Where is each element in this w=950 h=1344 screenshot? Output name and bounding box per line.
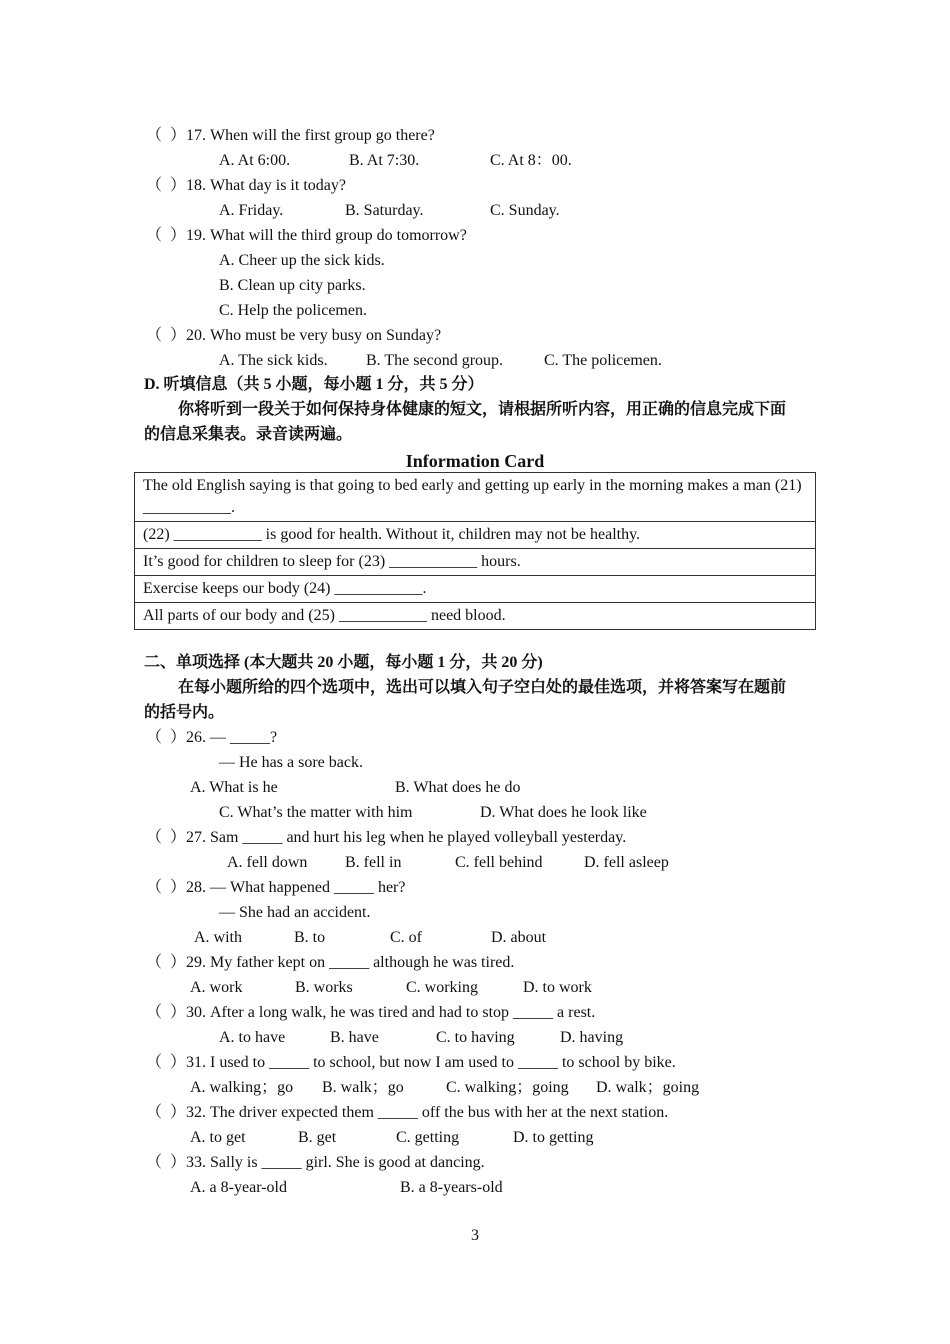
option-32-a: A. to get xyxy=(190,1129,246,1146)
card-title: Information Card xyxy=(405,451,545,471)
option-29-c: C. working xyxy=(406,979,478,996)
option-28-c: C. of xyxy=(390,929,422,946)
option-30-c: C. to having xyxy=(436,1029,515,1046)
question-31: （ ）31. I used to _____ to school, but now I am used to _____ to school by bike. xyxy=(146,1054,676,1071)
section-d-instruction-1: 你将听到一段关于如何保持身体健康的短文，请根据所听内容，用正确的信息完成下面 xyxy=(178,401,787,418)
section-2-instruction-2: 的括号内。 xyxy=(144,704,225,721)
option-17-b: B. At 7:30. xyxy=(349,152,420,169)
question-32: （ ）32. The driver expected them _____ off the bus with her at the next station. xyxy=(146,1104,669,1121)
option-18-b: B. Saturday. xyxy=(345,202,424,219)
option-19-a: A. Cheer up the sick kids. xyxy=(219,252,385,269)
section-d-instruction-2: 的信息采集表。录音读两遍。 xyxy=(144,426,353,443)
option-31-b: B. walk；go xyxy=(322,1079,404,1096)
option-26-a: A. What is he xyxy=(190,779,278,796)
section-2-instruction-1: 在每小题所给的四个选项中，选出可以填入句子空白处的最佳选项，并将答案写在题前 xyxy=(178,679,787,696)
option-18-a: A. Friday. xyxy=(219,202,284,219)
option-30-d: D. having xyxy=(560,1029,624,1046)
question-20: （ ）20. Who must be very busy on Sunday? xyxy=(146,327,442,344)
question-18: （ ）18. What day is it today? xyxy=(146,177,346,194)
option-26-b: B. What does he do xyxy=(395,779,521,796)
reply-28: — She had an accident. xyxy=(219,904,371,921)
option-28-a: A. with xyxy=(194,929,242,946)
option-27-b: B. fell in xyxy=(345,854,402,871)
option-33-a: A. a 8-year-old xyxy=(190,1179,287,1196)
option-20-c: C. The policemen. xyxy=(544,352,662,369)
option-26-d: D. What does he look like xyxy=(480,804,647,821)
card-row-24: Exercise keeps our body (24) ___________. xyxy=(135,576,816,603)
option-32-c: C. getting xyxy=(396,1129,460,1146)
option-32-b: B. get xyxy=(298,1129,337,1146)
option-29-d: D. to work xyxy=(523,979,592,996)
option-30-a: A. to have xyxy=(219,1029,286,1046)
option-27-a: A. fell down xyxy=(227,854,308,871)
option-19-c: C. Help the policemen. xyxy=(219,302,367,319)
option-29-a: A. work xyxy=(190,979,243,996)
option-28-b: B. to xyxy=(294,929,326,946)
option-20-b: B. The second group. xyxy=(366,352,504,369)
question-26: （ ）26. — _____? xyxy=(146,729,278,746)
section-d-heading: D. 听填信息（共 5 小题，每小题 1 分，共 5 分） xyxy=(144,376,484,393)
option-27-c: C. fell behind xyxy=(455,854,543,871)
option-18-c: C. Sunday. xyxy=(490,202,560,219)
question-33: （ ）33. Sally is _____ girl. She is good at dancing. xyxy=(146,1154,485,1171)
option-33-b: B. a 8-years-old xyxy=(400,1179,503,1196)
question-19: （ ）19. What will the third group do tomorrow? xyxy=(146,227,467,244)
card-row-25: All parts of our body and (25) ___________ need blood. xyxy=(135,603,816,630)
option-19-b: B. Clean up city parks. xyxy=(219,277,366,294)
option-17-a: A. At 6:00. xyxy=(219,152,291,169)
option-30-b: B. have xyxy=(330,1029,379,1046)
option-28-d: D. about xyxy=(491,929,547,946)
option-26-c: C. What’s the matter with him xyxy=(219,804,413,821)
question-28: （ ）28. — What happened _____ her? xyxy=(146,879,406,896)
section-2-heading: 二、单项选择 (本大题共 20 小题，每小题 1 分，共 20 分) xyxy=(144,654,543,671)
card-row-22: (22) ___________ is good for health. Without it, children may not be healthy. xyxy=(135,522,816,549)
option-31-c: C. walking；going xyxy=(446,1079,569,1096)
option-20-a: A. The sick kids. xyxy=(219,352,328,369)
card-row-21: The old English saying is that going to bed early and getting up early in the morning makes a man (21) ___________. xyxy=(135,473,816,522)
question-17: （ ）17. When will the first group go there? xyxy=(146,127,435,144)
option-17-c: C. At 8：00. xyxy=(490,152,572,169)
page-number: 3 xyxy=(471,1227,479,1244)
question-29: （ ）29. My father kept on _____ although he was tired. xyxy=(146,954,515,971)
option-31-a: A. walking；go xyxy=(190,1079,294,1096)
reply-26: — He has a sore back. xyxy=(219,754,363,771)
option-29-b: B. works xyxy=(295,979,353,996)
question-27: （ ）27. Sam _____ and hurt his leg when he played volleyball yesterday. xyxy=(146,829,627,846)
option-27-d: D. fell asleep xyxy=(584,854,669,871)
card-row-23: It’s good for children to sleep for (23) ___________ hours. xyxy=(135,549,816,576)
information-card xyxy=(134,472,816,630)
option-31-d: D. walk；going xyxy=(596,1079,700,1096)
option-32-d: D. to getting xyxy=(513,1129,594,1146)
question-30: （ ）30. After a long walk, he was tired and had to stop _____ a rest. xyxy=(146,1004,596,1021)
